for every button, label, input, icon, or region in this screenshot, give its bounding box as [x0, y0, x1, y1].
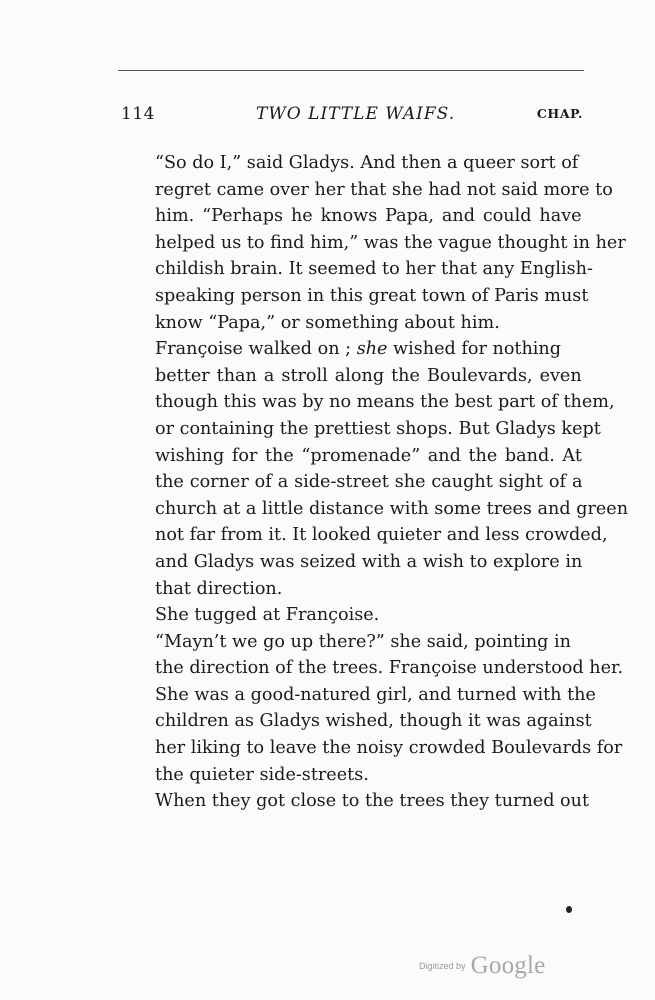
- text-line: though this was by no means the best part of them,: [155, 392, 615, 413]
- text-line: She tugged at Françoise.: [155, 605, 380, 626]
- text-line: [127, 336, 582, 363]
- text-line: regret came over her that she had not said more to: [155, 179, 613, 200]
- digitized-by-label: Digitized by: [419, 961, 466, 971]
- text-line: the quieter side-streets.: [155, 764, 369, 785]
- ink-mark: [566, 906, 572, 913]
- text-line: that direction.: [155, 578, 283, 599]
- digitized-by-google-watermark: [419, 952, 545, 982]
- text-line: childish brain. It seemed to her that any English-: [155, 259, 593, 280]
- text-line: her liking to leave the noisy crowded Boulevards for: [155, 738, 623, 759]
- running-head: [121, 104, 583, 128]
- text-line: the corner of a side-street she caught sight of a: [155, 472, 583, 493]
- text-line: him. “Perhaps he knows Papa, and could have: [155, 206, 582, 227]
- text-line: or containing the prettiest shops. But Gladys kept: [155, 418, 601, 439]
- google-logo: Google: [470, 952, 546, 979]
- text-line: better than a stroll along the Boulevards, even: [155, 365, 582, 386]
- text-line: know “Papa,” or something about him.: [155, 312, 500, 333]
- paragraph-1: [127, 150, 626, 336]
- chapter-label: CHAP.: [536, 106, 583, 121]
- text-line: speaking person in this great town of Paris must: [155, 285, 589, 306]
- text-line: church at a little distance with some trees and green: [155, 498, 629, 519]
- text-line: wishing for the “promenade” and the band. At: [155, 445, 582, 466]
- text-run: wished for nothing: [387, 339, 562, 360]
- text-line: “Mayn’t we go up there?” she said, pointing in: [155, 631, 571, 652]
- page-number: 114: [121, 104, 155, 124]
- text-line: not far from it. It looked quieter and less crowded,: [155, 525, 608, 546]
- paragraph-3: [127, 602, 582, 629]
- text-line: children as Gladys wished, though it was against: [155, 711, 592, 732]
- text-line: helped us to find him,” was the vague thought in her: [155, 232, 626, 253]
- body-text: [127, 150, 629, 815]
- paragraph-2: [127, 336, 629, 602]
- text-run: Françoise walked on ;: [155, 339, 357, 360]
- text-line: She was a good-natured girl, and turned with the: [155, 684, 596, 705]
- text-line: the direction of the trees. Françoise understood her.: [155, 658, 624, 679]
- paragraph-4: [127, 629, 624, 789]
- emphasis-word: she: [356, 339, 388, 360]
- text-line: “So do I,” said Gladys. And then a queer sort of: [155, 153, 579, 173]
- paragraph-5: [127, 788, 590, 815]
- text-line: When they got close to the trees they turned out: [155, 791, 590, 812]
- top-rule: [118, 70, 584, 71]
- running-title: TWO LITTLE WAIFS.: [256, 104, 456, 124]
- text-line: and Gladys was seized with a wish to explore in: [155, 551, 583, 572]
